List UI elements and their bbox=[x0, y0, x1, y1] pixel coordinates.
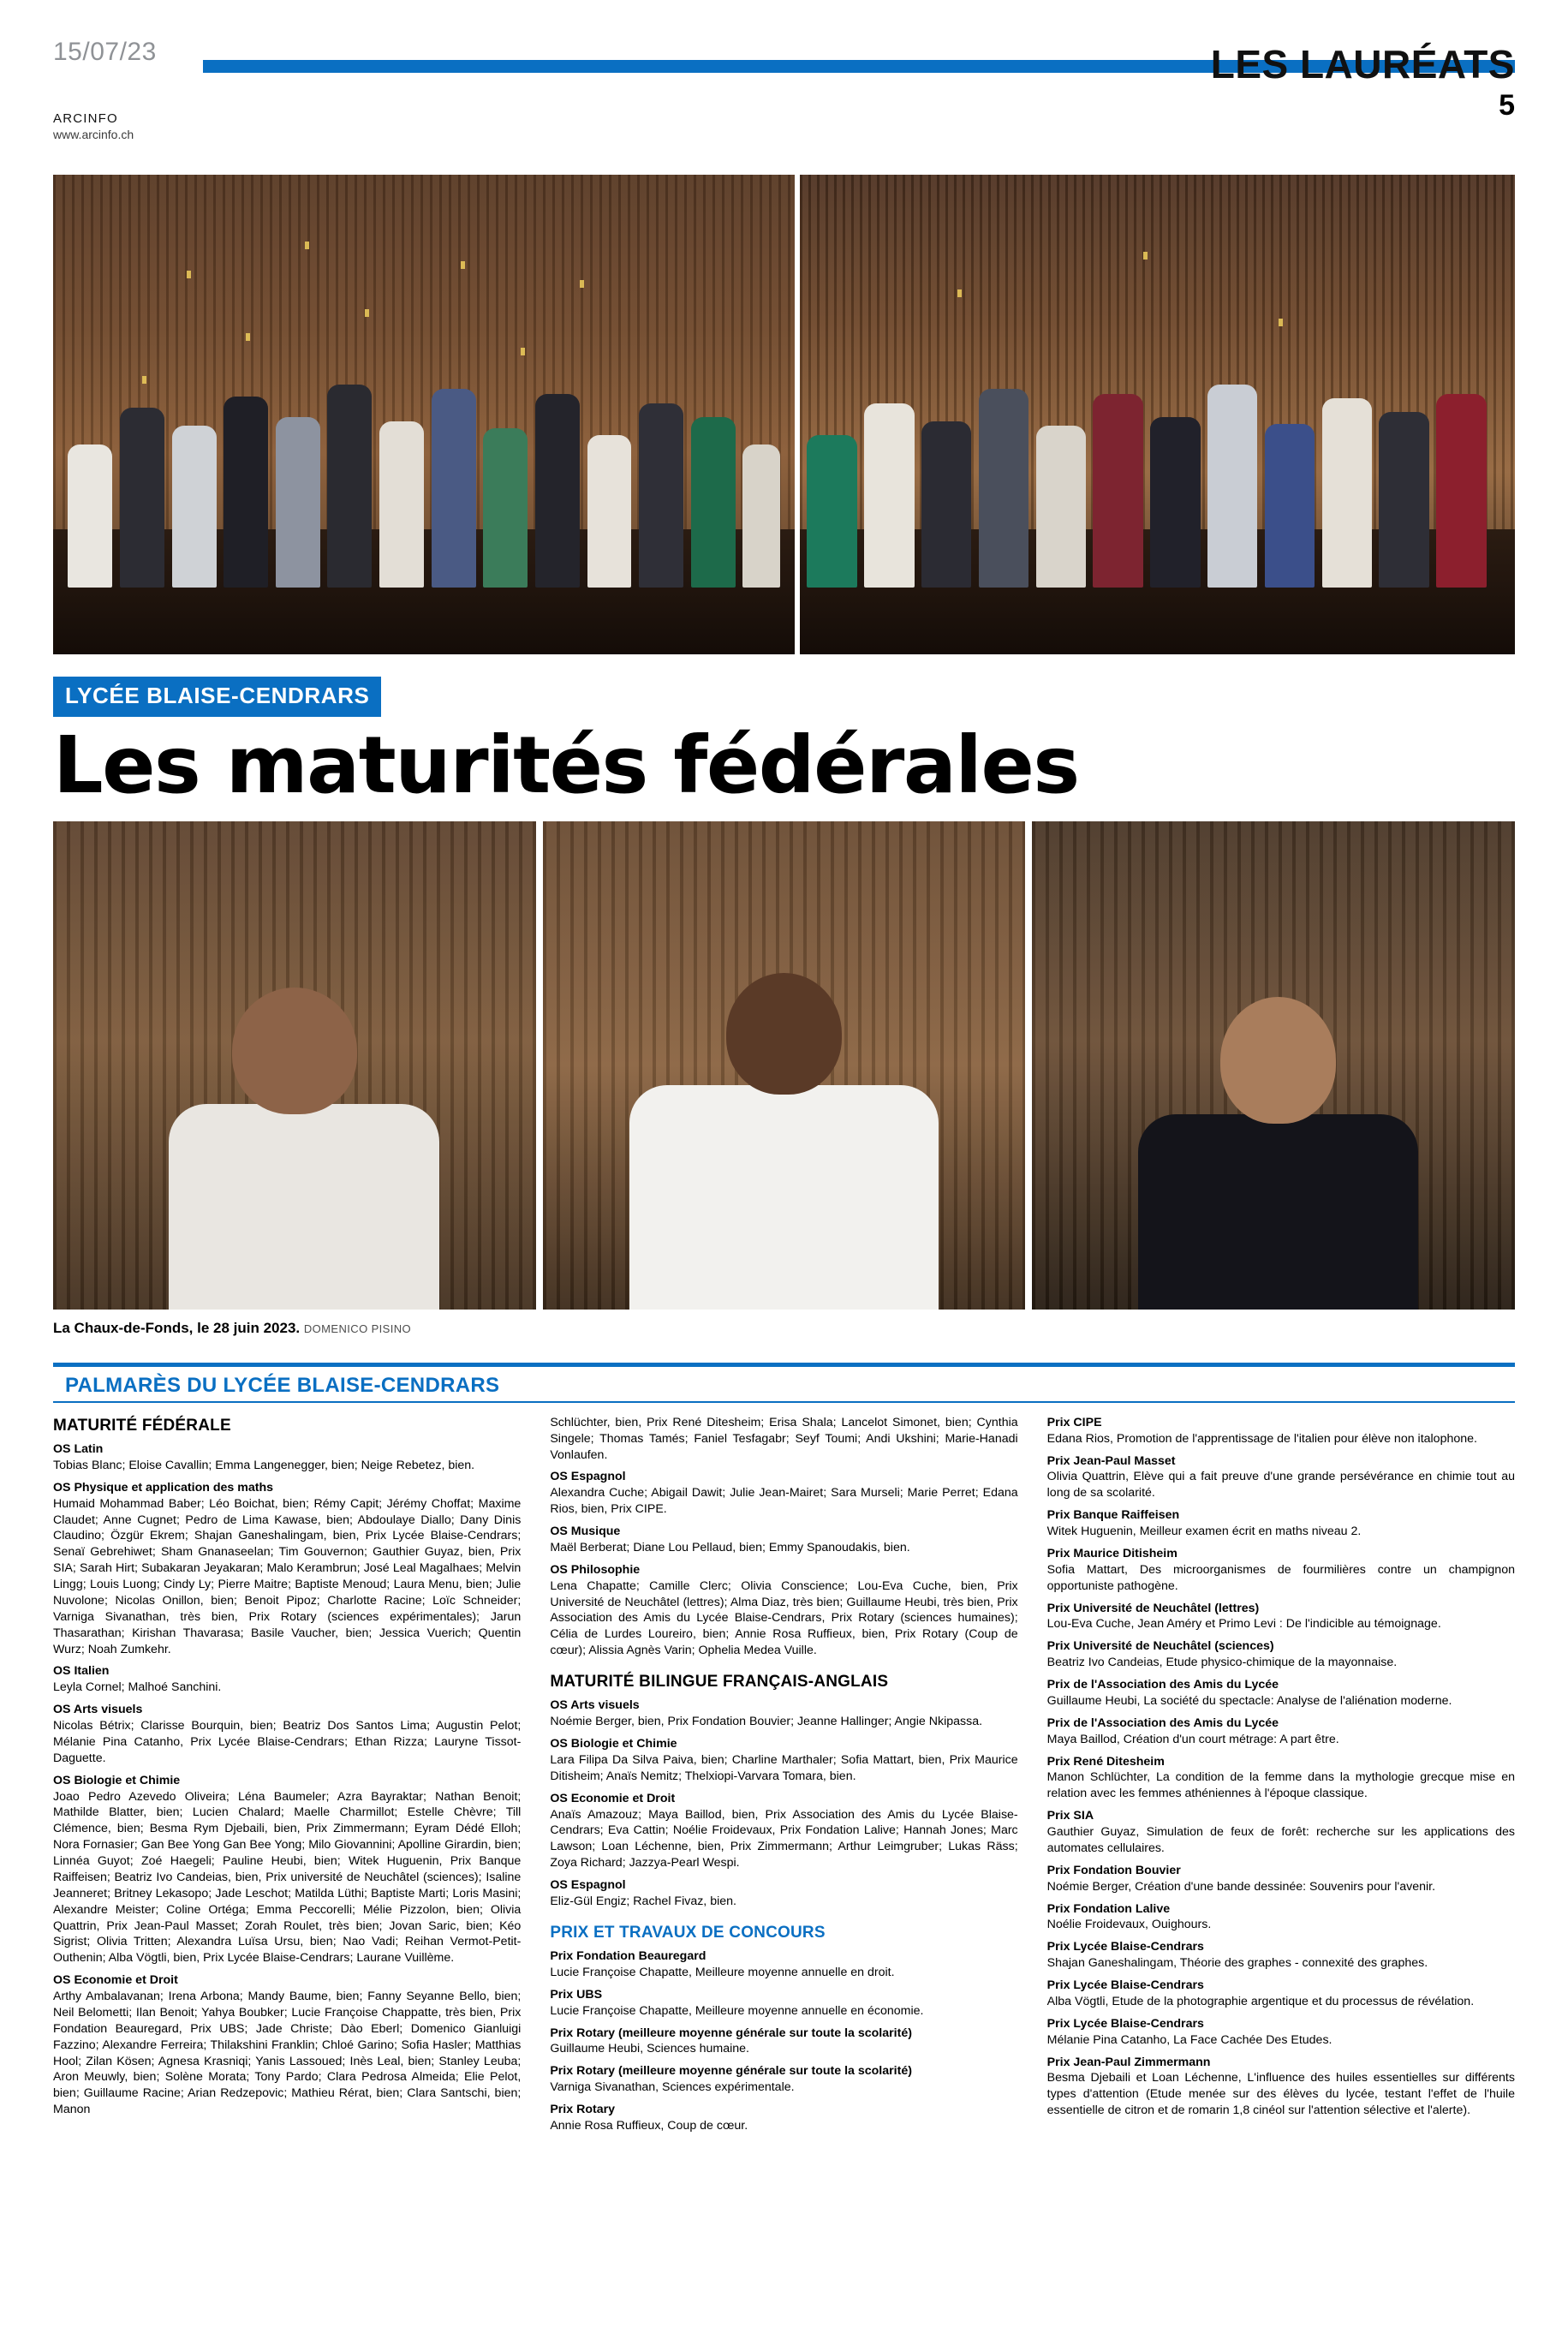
entry-text: Eliz-Gül Engiz; Rachel Fivaz, bien. bbox=[550, 1894, 736, 1908]
entry-text: Noélie Froidevaux, Ouighours. bbox=[1046, 1918, 1212, 1932]
entry-label: Prix Rotary (meilleure moyenne générale sur toute la scolarité) bbox=[550, 2026, 912, 2040]
entry-label: Prix UBS bbox=[550, 1987, 603, 2002]
column-2-continuation: Schlüchter, bien, Prix René Ditesheim; Erisa Shala; Lancelot Simonet, bien; Cynthia Singele; Thomas Tamés; Faniel Tesfagabr; Seyf Toumi; Andi Ukshini; Marie-Hanadi Vonlaufen. bbox=[550, 1415, 1018, 1462]
entry-label: Prix Lycée Blaise-Cendrars bbox=[1046, 1940, 1204, 1954]
entry-label: Prix Université de Neuchâtel (lettres) bbox=[1046, 1601, 1260, 1615]
list-item bbox=[550, 1987, 1017, 2020]
entry-text: Humaid Mohammad Baber; Léo Boichat, bien; Rémy Capit; Jérémy Choffat; Maxime Claudet; Anne Cugnet; Pedro de Lima Kawase, bien; Abdoulaye Diallo; Dany Dinis Claudino; Özgür Ekrem; Shajan Ganeshalingam, bien, Prix Lycée Blaise-Cendrars; Senaï Gebrehiwet; Sham Gnanaseelan; Tim Gouvernon; Gauthier Guyaz, bien, Prix SIA; Sarah Hirt; Subakaran Jeyakaran; Malo Kerambrun; José Leal Magalhaes; Melvin Lingg; Louis Luong; Cindy Ly; Pierre Maitre; Baptiste Menoud; Laura Menu, bien; Julie Nuvolone; Nicolas Onillon, bien; Benoit Pipoz; Charlotte Racine; Loïc Schneider; Varniga Sivanathan, très bien, Prix Rotary (sciences expérimentales); Jarun Thasarathan; Kirishan Thavarasa; Basile Vaucher, bien; Jessica Vuerich; Quentin Wurz; Noah Zumkehr. bbox=[53, 1496, 522, 1656]
entry-text: Alba Vögtli, Etude de la photographie argentique et du processus de révélation. bbox=[1046, 1994, 1475, 2008]
entry-label: Prix Fondation Bouvier bbox=[1046, 1863, 1181, 1877]
entry-text: Tobias Blanc; Eloise Cavallin; Emma Langenegger, bien; Neige Rebetez, bien. bbox=[53, 1458, 475, 1472]
entry-label: Prix René Ditesheim bbox=[1046, 1754, 1165, 1769]
list-item bbox=[53, 1480, 521, 1658]
palmares-column-3 bbox=[1047, 1415, 1515, 2125]
caption-text: La Chaux-de-Fonds, le 28 juin 2023. bbox=[53, 1319, 301, 1336]
portrait-student-1 bbox=[53, 821, 536, 1310]
entry-label: Prix SIA bbox=[1046, 1809, 1094, 1823]
entry-text: Olivia Quattrin, Elève qui a fait preuve d'une grande persévérance en chimie tout au long de sa scolarité. bbox=[1046, 1470, 1515, 1501]
list-item bbox=[53, 1702, 521, 1767]
list-item bbox=[1047, 1715, 1515, 1748]
entry-text: Arthy Ambalavanan; Irena Arbona; Mandy Baume, bien; Fanny Seyanne Bello, bien; Neil Belometti; Ilan Benoit; Yahya Boubker; Lucie Françoise Chappatte, très bien, Prix Fondation Beauregard, Prix UBS; Jade Christe; Dào Eberl; Domenico Gianluigi Fazzino; Alexandre Ferreira; Thilakshini Franklin; Chloé Garino; Sofia Hasler; Matthias Hool; Zilan Kösen; Agnesa Krasniqi; Yanis Lassoued; Inès Leal, bien; Stanley Leuba; Aron Meuwly, bien; Solène Morata; Tony Pardo; Clara Pedrosa Almeida; Elie Pelot, bien; Guillaume Racine; Arian Redzepovic; Mathieu Rérat, bien; Clara Santschi, bien; Manon bbox=[53, 1990, 522, 2117]
masthead bbox=[53, 0, 1515, 142]
palmares-bottom-rule bbox=[53, 1401, 1515, 1403]
issue-date: 15/07/23 bbox=[53, 38, 157, 66]
entry-text: Alexandra Cuche; Abigail Dawit; Julie Jean-Mairet; Sara Murseli; Marie Perret; Edana Rios, bien, Prix CIPE. bbox=[550, 1486, 1018, 1517]
brand-name: ARCINFO bbox=[53, 110, 118, 126]
list-item bbox=[550, 1562, 1017, 1659]
graduates-group-right bbox=[800, 357, 1515, 588]
list-item bbox=[1047, 1507, 1515, 1540]
list-item bbox=[1047, 1601, 1515, 1633]
entry-text: Noémie Berger, bien, Prix Fondation Bouvier; Jeanne Hallinger; Angie Nkipassa. bbox=[550, 1715, 983, 1729]
entry-label: OS Arts visuels bbox=[550, 1698, 640, 1713]
list-item bbox=[550, 1698, 1017, 1730]
list-item bbox=[1047, 1863, 1515, 1895]
portrait-student-3 bbox=[1032, 821, 1515, 1310]
photo-caption bbox=[53, 1320, 1515, 1337]
entry-label: Prix Banque Raiffeisen bbox=[1046, 1508, 1180, 1523]
section-block bbox=[1210, 42, 1515, 142]
list-item bbox=[1047, 1638, 1515, 1671]
entry-text: Manon Schlüchter, La condition de la femme dans la mythologie grecque mise en relation avec les femmes athéniennes à l'époque classique. bbox=[1046, 1770, 1515, 1801]
entry-text: Edana Rios, Promotion de l'apprentissage de l'italien pour élève non italophone. bbox=[1046, 1431, 1477, 1446]
entry-label: Prix Maurice Ditisheim bbox=[1046, 1546, 1177, 1560]
palmares-columns bbox=[53, 1415, 1515, 2140]
entry-label: Prix Rotary (meilleure moyenne générale sur toute la scolarité) bbox=[550, 2064, 912, 2079]
entry-label: Prix CIPE bbox=[1046, 1415, 1102, 1429]
list-item bbox=[550, 1877, 1017, 1910]
entry-text: Witek Huguenin, Meilleur examen écrit en maths niveau 2. bbox=[1046, 1524, 1362, 1539]
list-item bbox=[550, 1948, 1017, 1981]
entry-text: Joao Pedro Azevedo Oliveira; Léna Baumeler; Azra Bayraktar; Nathan Benoit; Mathilde Blatter, bien; Lucien Chalard; Maelle Charmillot; Estelle Chèvre; Till Clémence, bien; Besma Rym Djebaili, bien, Prix Zimmermann; Eyram Dédé Elloh; Nora Fornasier; Gan Bee Yong Gan Bee Yong; Milo Giovannini; Apolline Girardin, bien; Linnéa Guyot; Zoé Haegeli; Pauline Heubi, bien; Witek Huguenin, Prix Banque Raiffeisen; Beatriz Ivo Candeias, bien, Prix université de Neuchâtel (sciences); Isaline Jeanneret; Britney Lekasopo; Jade Leschot; Matilda Lüthi; Baptiste Marti; Loris Masini; Alexandre Meister; Coline Ortéga; Emma Peccorelli; Mélie Pizzolon, bien; Olivia Quattrin, Prix Jean-Paul Masset; Zorah Roulet, très bien; Jovan Saric, bien; Kéo Sigrist; Olivia Tritten; Alexandra Luïsa Ursu, bien; Nao Vadi; Reihan Vermot-Petit-Outhenin; Alba Vögtli, bien, Prix Lycée Blaise-Cendrars; Laurane Vuillème. bbox=[53, 1789, 522, 1966]
entry-label: OS Economie et Droit bbox=[550, 1791, 676, 1805]
entry-label: OS Musique bbox=[550, 1524, 621, 1539]
entry-text: Nicolas Bétrix; Clarisse Bourquin, bien; Beatriz Dos Santos Lima; Augustin Pelot; Mélanie Pina Catanho, Prix Lycée Blaise-Cendrars; Ethan Rizza; Lauryne Tissot-Daguette. bbox=[53, 1719, 522, 1765]
entry-label: OS Italien bbox=[53, 1664, 110, 1679]
list-item bbox=[550, 1469, 1017, 1518]
entry-text: Lucie Françoise Chapatte, Meilleure moyenne annuelle en économie. bbox=[550, 2003, 924, 2018]
entry-label: OS Physique et application des maths bbox=[53, 1480, 274, 1495]
entry-label: Prix Rotary bbox=[550, 2103, 616, 2117]
entry-text: Mélanie Pina Catanho, La Face Cachée Des Etudes. bbox=[1046, 2032, 1333, 2047]
entry-label: OS Economie et Droit bbox=[53, 1973, 178, 1988]
kicker-label: LYCÉE BLAISE-CENDRARS bbox=[53, 677, 381, 717]
list-item bbox=[550, 2102, 1017, 2134]
list-item bbox=[1047, 2055, 1515, 2120]
entry-label: Prix Fondation Lalive bbox=[1046, 1901, 1171, 1916]
photo-credit: DOMENICO PISINO bbox=[303, 1322, 412, 1335]
entry-text: Leyla Cornel; Malhoé Sanchini. bbox=[53, 1680, 222, 1695]
entry-text: Lucie Françoise Chapatte, Meilleure moyenne annuelle en droit. bbox=[550, 1965, 895, 1979]
entry-text: Lara Filipa Da Silva Paiva, bien; Charline Marthaler; Sofia Mattart, bien, Prix Maurice Ditisheim; Anaïs Nemitz; Thelxiopi-Varvara Tomara, bien. bbox=[550, 1752, 1018, 1783]
page-number: 5 bbox=[1499, 89, 1515, 122]
list-item bbox=[1047, 1901, 1515, 1934]
entry-label: OS Philosophie bbox=[550, 1562, 641, 1577]
list-item bbox=[53, 1441, 521, 1474]
palmares-column-2 bbox=[550, 1415, 1017, 2140]
list-item bbox=[1047, 2016, 1515, 2049]
entry-label: Prix Fondation Beauregard bbox=[550, 1949, 706, 1964]
portrait-photo-strip bbox=[53, 821, 1515, 1310]
photo-graduates-right bbox=[800, 175, 1515, 654]
entry-text: Sofia Mattart, Des microorganismes de fourmilières contre un champignon opportuniste pathogène. bbox=[1046, 1562, 1515, 1593]
entry-label: OS Espagnol bbox=[550, 1470, 626, 1484]
brand-block bbox=[53, 111, 134, 142]
entry-text: Lou-Eva Cuche, Jean Améry et Primo Levi : De l'indicible au témoignage. bbox=[1046, 1617, 1441, 1632]
entry-label: OS Arts visuels bbox=[53, 1703, 143, 1717]
list-item bbox=[550, 2026, 1017, 2058]
list-item bbox=[53, 1663, 521, 1696]
entry-label: Prix Jean-Paul Zimmermann bbox=[1046, 2055, 1211, 2069]
list-item bbox=[550, 1524, 1017, 1556]
graduates-group-left bbox=[53, 357, 795, 588]
list-item bbox=[550, 1736, 1017, 1785]
entry-text: Beatriz Ivo Candeias, Etude physico-chimique de la mayonnaise. bbox=[1046, 1656, 1398, 1670]
entry-text: Besma Djebaili et Loan Léchenne, L'influence des huiles essentielles sur différents types d'attention (Etude menée sur des élèves du lycée, testant l'effet de l'huile essentielle de citron et de romarin 1,8 cinéol sur l'attention sélective et l'alerte). bbox=[1046, 2071, 1515, 2118]
entry-label: Prix Lycée Blaise-Cendrars bbox=[1046, 1978, 1204, 1993]
list-item bbox=[1047, 1453, 1515, 1502]
entry-text: Maya Baillod, Création d'un court métrage: A part être. bbox=[1046, 1732, 1339, 1746]
entry-text: Anaïs Amazouz; Maya Baillod, bien, Prix Association des Amis du Lycée Blaise-Cendrars; Eva Cattin; Noélie Froidevaux, Prix Fondation Lalive; Hannah Jones; Marc Lawson; Loan Léchenne, bien, Prix Zimmermann; Arthur Leimgruber; Lukas Räss; Zoya Richard; Jazzya-Pearl Wespi. bbox=[550, 1807, 1018, 1871]
palmares-column-1 bbox=[53, 1415, 521, 2124]
list-item bbox=[1047, 1808, 1515, 1857]
entry-text: Noémie Berger, Création d'une bande dessinée: Souvenirs pour l'avenir. bbox=[1046, 1879, 1436, 1894]
entry-text: Annie Rosa Ruffieux, Coup de cœur. bbox=[550, 2118, 748, 2133]
entry-label: Prix Université de Neuchâtel (sciences) bbox=[1046, 1639, 1274, 1654]
section-title: LES LAURÉATS bbox=[1210, 42, 1515, 87]
list-item bbox=[1047, 1415, 1515, 1447]
list-item bbox=[1047, 1754, 1515, 1803]
list-item bbox=[550, 1791, 1017, 1871]
page-title: Les maturités fédérales bbox=[53, 719, 1079, 811]
list-item bbox=[53, 1972, 521, 2118]
entry-text: Guillaume Heubi, La société du spectacle: Analyse de l'aliénation moderne. bbox=[1046, 1693, 1452, 1708]
entry-text: Gauthier Guyaz, Simulation de feux de forêt: recherche sur les applications des automates cellulaires. bbox=[1046, 1825, 1515, 1855]
photo-graduates-left bbox=[53, 175, 795, 654]
entry-text: Varniga Sivanathan, Sciences expérimentale. bbox=[550, 2080, 795, 2095]
entry-label: OS Biologie et Chimie bbox=[53, 1773, 181, 1787]
list-item bbox=[1047, 1677, 1515, 1709]
entry-text: Shajan Ganeshalingam, Théorie des graphes - connexité des graphes. bbox=[1046, 1956, 1428, 1971]
column-2-heading-bilingue: MATURITÉ BILINGUE FRANÇAIS-ANGLAIS bbox=[550, 1673, 889, 1692]
portrait-student-2 bbox=[543, 821, 1026, 1310]
list-item bbox=[1047, 1939, 1515, 1972]
column-1-heading: MATURITÉ FÉDÉRALE bbox=[53, 1416, 231, 1435]
entry-label: OS Latin bbox=[53, 1442, 104, 1457]
entry-text: Guillaume Heubi, Sciences humaine. bbox=[550, 2042, 749, 2056]
entry-label: Prix de l'Association des Amis du Lycée bbox=[1046, 1715, 1279, 1730]
list-item bbox=[1047, 1546, 1515, 1595]
entry-label: OS Biologie et Chimie bbox=[550, 1737, 677, 1751]
entry-text: Lena Chapatte; Camille Clerc; Olivia Conscience; Lou-Eva Cuche, bien, Prix Université de Neuchâtel (lettres); Alma Diaz, très bien; Guillaume Heubi, très bien, Prix Association des Amis du Lycée Blaise-Cendrars, Prix Rotary (sciences humaines); Célia de Lurdes Loureiro, bien; Annie Rosa Ruffieux, bien, Prix Rotary (Coup de cœur); Alissia Agnès Varin; Ophelia Medea Vuille. bbox=[550, 1578, 1018, 1658]
list-item bbox=[53, 1773, 521, 1967]
brand-url[interactable]: www.arcinfo.ch bbox=[53, 127, 134, 141]
list-item bbox=[1047, 1978, 1515, 2010]
list-item bbox=[550, 2063, 1017, 2096]
top-photo-strip bbox=[53, 175, 1515, 654]
column-2-heading-prix: PRIX ET TRAVAUX DE CONCOURS bbox=[550, 1923, 826, 1942]
entry-label: OS Espagnol bbox=[550, 1878, 626, 1893]
entry-label: Prix Lycée Blaise-Cendrars bbox=[1046, 2016, 1204, 2031]
palmares-title: PALMARÈS DU LYCÉE BLAISE-CENDRARS bbox=[65, 1373, 500, 1397]
entry-text: Maël Berberat; Diane Lou Pellaud, bien; Emmy Spanoudakis, bien. bbox=[550, 1540, 910, 1554]
entry-label: Prix de l'Association des Amis du Lycée bbox=[1046, 1678, 1279, 1692]
entry-label: Prix Jean-Paul Masset bbox=[1046, 1453, 1176, 1468]
